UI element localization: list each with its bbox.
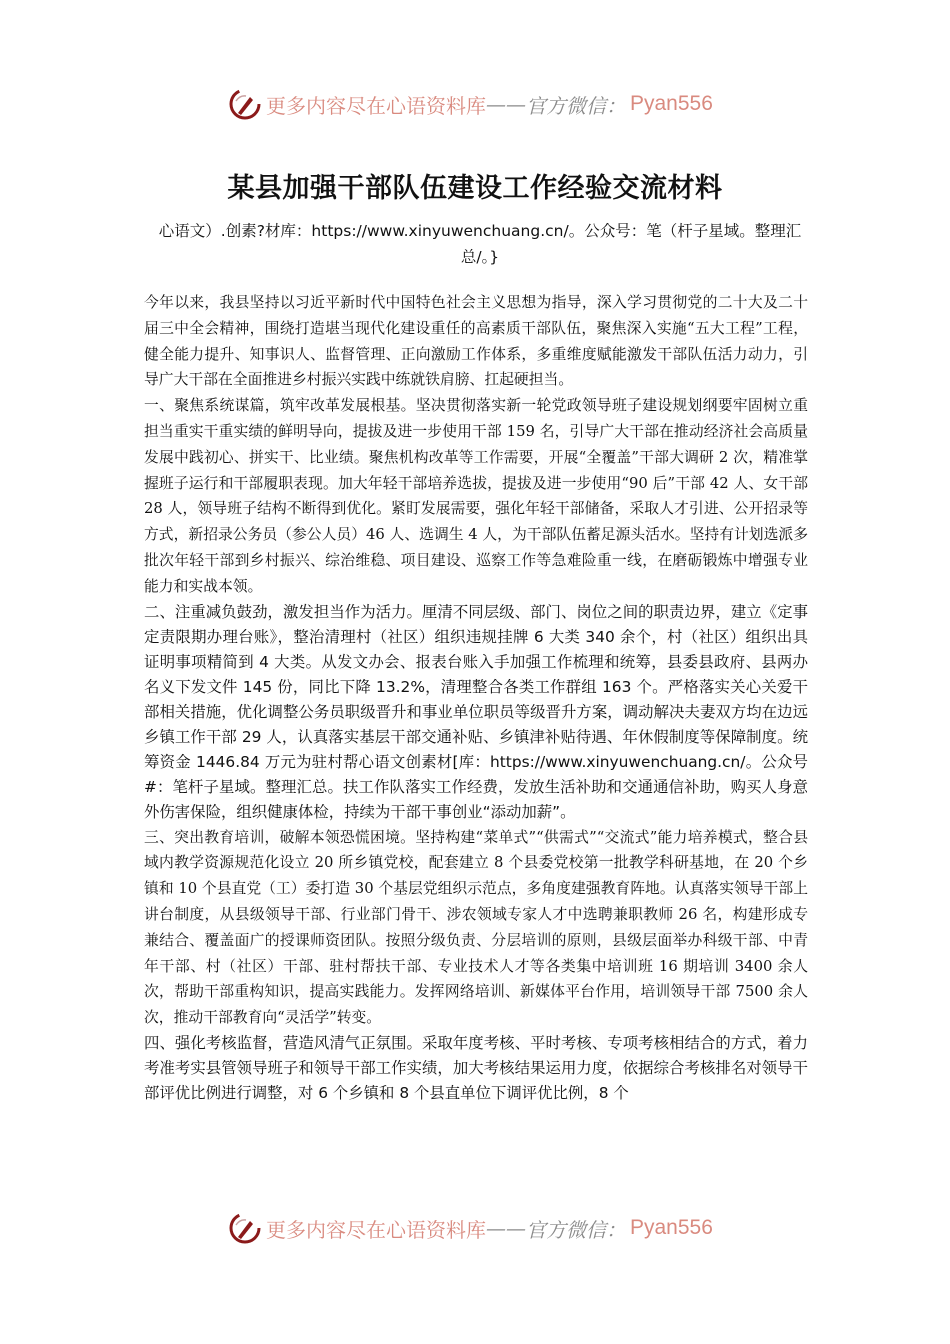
watermark-site-text: 更多内容尽在心语资料库 xyxy=(266,93,486,118)
section-3-paragraph: 三、突出教育培训，破解本领恐慌困境。坚持构建“菜单式”“供需式”“交流式”能力培养模式，整合县域内教学资源规范化设立 20 所乡镇党校，配套建立 8 个县委党校第一批教学科研基地，在 20 个乡镇和 10 个县直党（工）委打造 30 个基层党组织示范点，多角度建强教育阵地。认真落实领导干部上讲台制度，从县级领导干部、行业部门骨干、涉农领域专家人才中选聘兼职教师 26 名，构建形成专兼结合、覆盖面广的授课师资团队。按照分级负责、分层培训的原则，县级层面举办科级干部、中青年干部、村（社区）干部、驻村帮扶干部、专业技术人才等各类集中培训班 16 期培训 3400 余人次，帮助干部重构知识，提高实践能力。发挥网络培训、新媒体平台作用，培训领导干部 7500 余人次，推动干部教育向“灵活学”转变。 xyxy=(144,828,808,1027)
document-title: 某县加强干部队伍建设工作经验交流材料 xyxy=(227,173,723,205)
quill-pen-logo-icon xyxy=(228,87,262,121)
document-subtitle: 心语文）.创素?材库：https://www.xinyuwenchuang.cn/。公众号：笔（杆子星域。整理汇总/。} xyxy=(158,222,802,266)
watermark-wechat-id: Pyan556 xyxy=(630,92,713,115)
quill-pen-logo-icon xyxy=(228,1211,262,1245)
section-4-paragraph: 四、强化考核监督，营造风清气正氛围。采取年度考核、平时考核、专项考核相结合的方式，着力考准考实县管领导班子和领导干部工作实绩，加大考核结果运用力度，依据综合考核排名对领导干部评优比例进行调整，对 6 个乡镇和 8 个县直单位下调评优比例，8 个 xyxy=(144,1033,808,1102)
watermark-dash: —— xyxy=(486,1216,526,1240)
section-2-paragraph: 二、注重减负鼓劲，激发担当作为活力。厘清不同层级、部门、岗位之间的职责边界，建立《定事定责限期办理台账》，整治清理村（社区）组织违规挂牌 6 大类 340 余个，村（社区）组织出具证明事项精简到 4 大类。从发文办会、报表台账入手加强工作梳理和统筹，县委县政府、县两办名义下发文件 145 份，同比下降 13.2%，清理整合各类工作群组 163 个。严格落实关心关爱干部相关措施，优化调整公务员职级晋升和事业单位职员等级晋升方案，调动解决夫妻双方均在边远乡镇工作干部 29 人，认真落实基层干部交通补贴、乡镇津补贴待遇、年休假制度等保障制度。统筹资金 1446.84 万元为驻村帮心语文创素材[库：https://www.xinyuwenchuang.cn/。公众号#：笔杆子星域。整理汇总。扶工作队落实工作经费，发放生活补助和交通通信补助，购买人身意外伤害保险，组织健康体检，持续为干部干事创业“添动加薪”。 xyxy=(144,602,808,821)
footer-watermark xyxy=(228,1208,728,1248)
watermark-site-text: 更多内容尽在心语资料库 xyxy=(266,1217,486,1242)
watermark-wechat-label: 官方微信： xyxy=(526,1217,626,1242)
section-1-paragraph: 一、聚焦系统谋篇，筑牢改革发展根基。坚决贯彻落实新一轮党政领导班子建设规划纲要牢固树立重担当重实干重实绩的鲜明导向，提拔及进一步使用干部 159 名，引导广大干部在推动经济社会高质量发展中践初心、拼实干、比业绩。聚焦机构改革等工作需要，开展“全覆盖”干部大调研 2 次，精准掌握班子运行和干部履职表现。加大年轻干部培养选拔，提拔及进一步使用“90 后”干部 42 人、女干部 28 人，领导班子结构不断得到优化。紧盯发展需要，强化年轻干部储备，采取人才引进、公开招录等方式，新招录公务员（参公人员）46 人、选调生 4 人，为干部队伍蓄足源头活水。坚持有计划选派多批次年轻干部到乡村振兴、综治维稳、项目建设、巡察工作等急难险重一线，在磨砺锻炼中增强专业能力和实战本领。 xyxy=(144,397,808,595)
intro-paragraph: 今年以来，我县坚持以习近平新时代中国特色社会主义思想为指导，深入学习贯彻党的二十大及二十届三中全会精神，围绕打造堪当现代化建设重任的高素质干部队伍，聚焦深入实施“五大工程”工程，健全能力提升、知事识人、监督管理、正向激励工作体系，多重维度赋能激发干部队伍活力动力，引导广大干部在全面推进乡村振兴实践中练就铁肩膀、扛起硬担当。 xyxy=(144,294,808,389)
watermark-wechat-label: 官方微信： xyxy=(526,93,626,118)
document-body xyxy=(144,290,808,1106)
header-watermark xyxy=(228,84,728,124)
watermark-dash: —— xyxy=(486,92,526,116)
watermark-wechat-id: Pyan556 xyxy=(630,1216,713,1239)
